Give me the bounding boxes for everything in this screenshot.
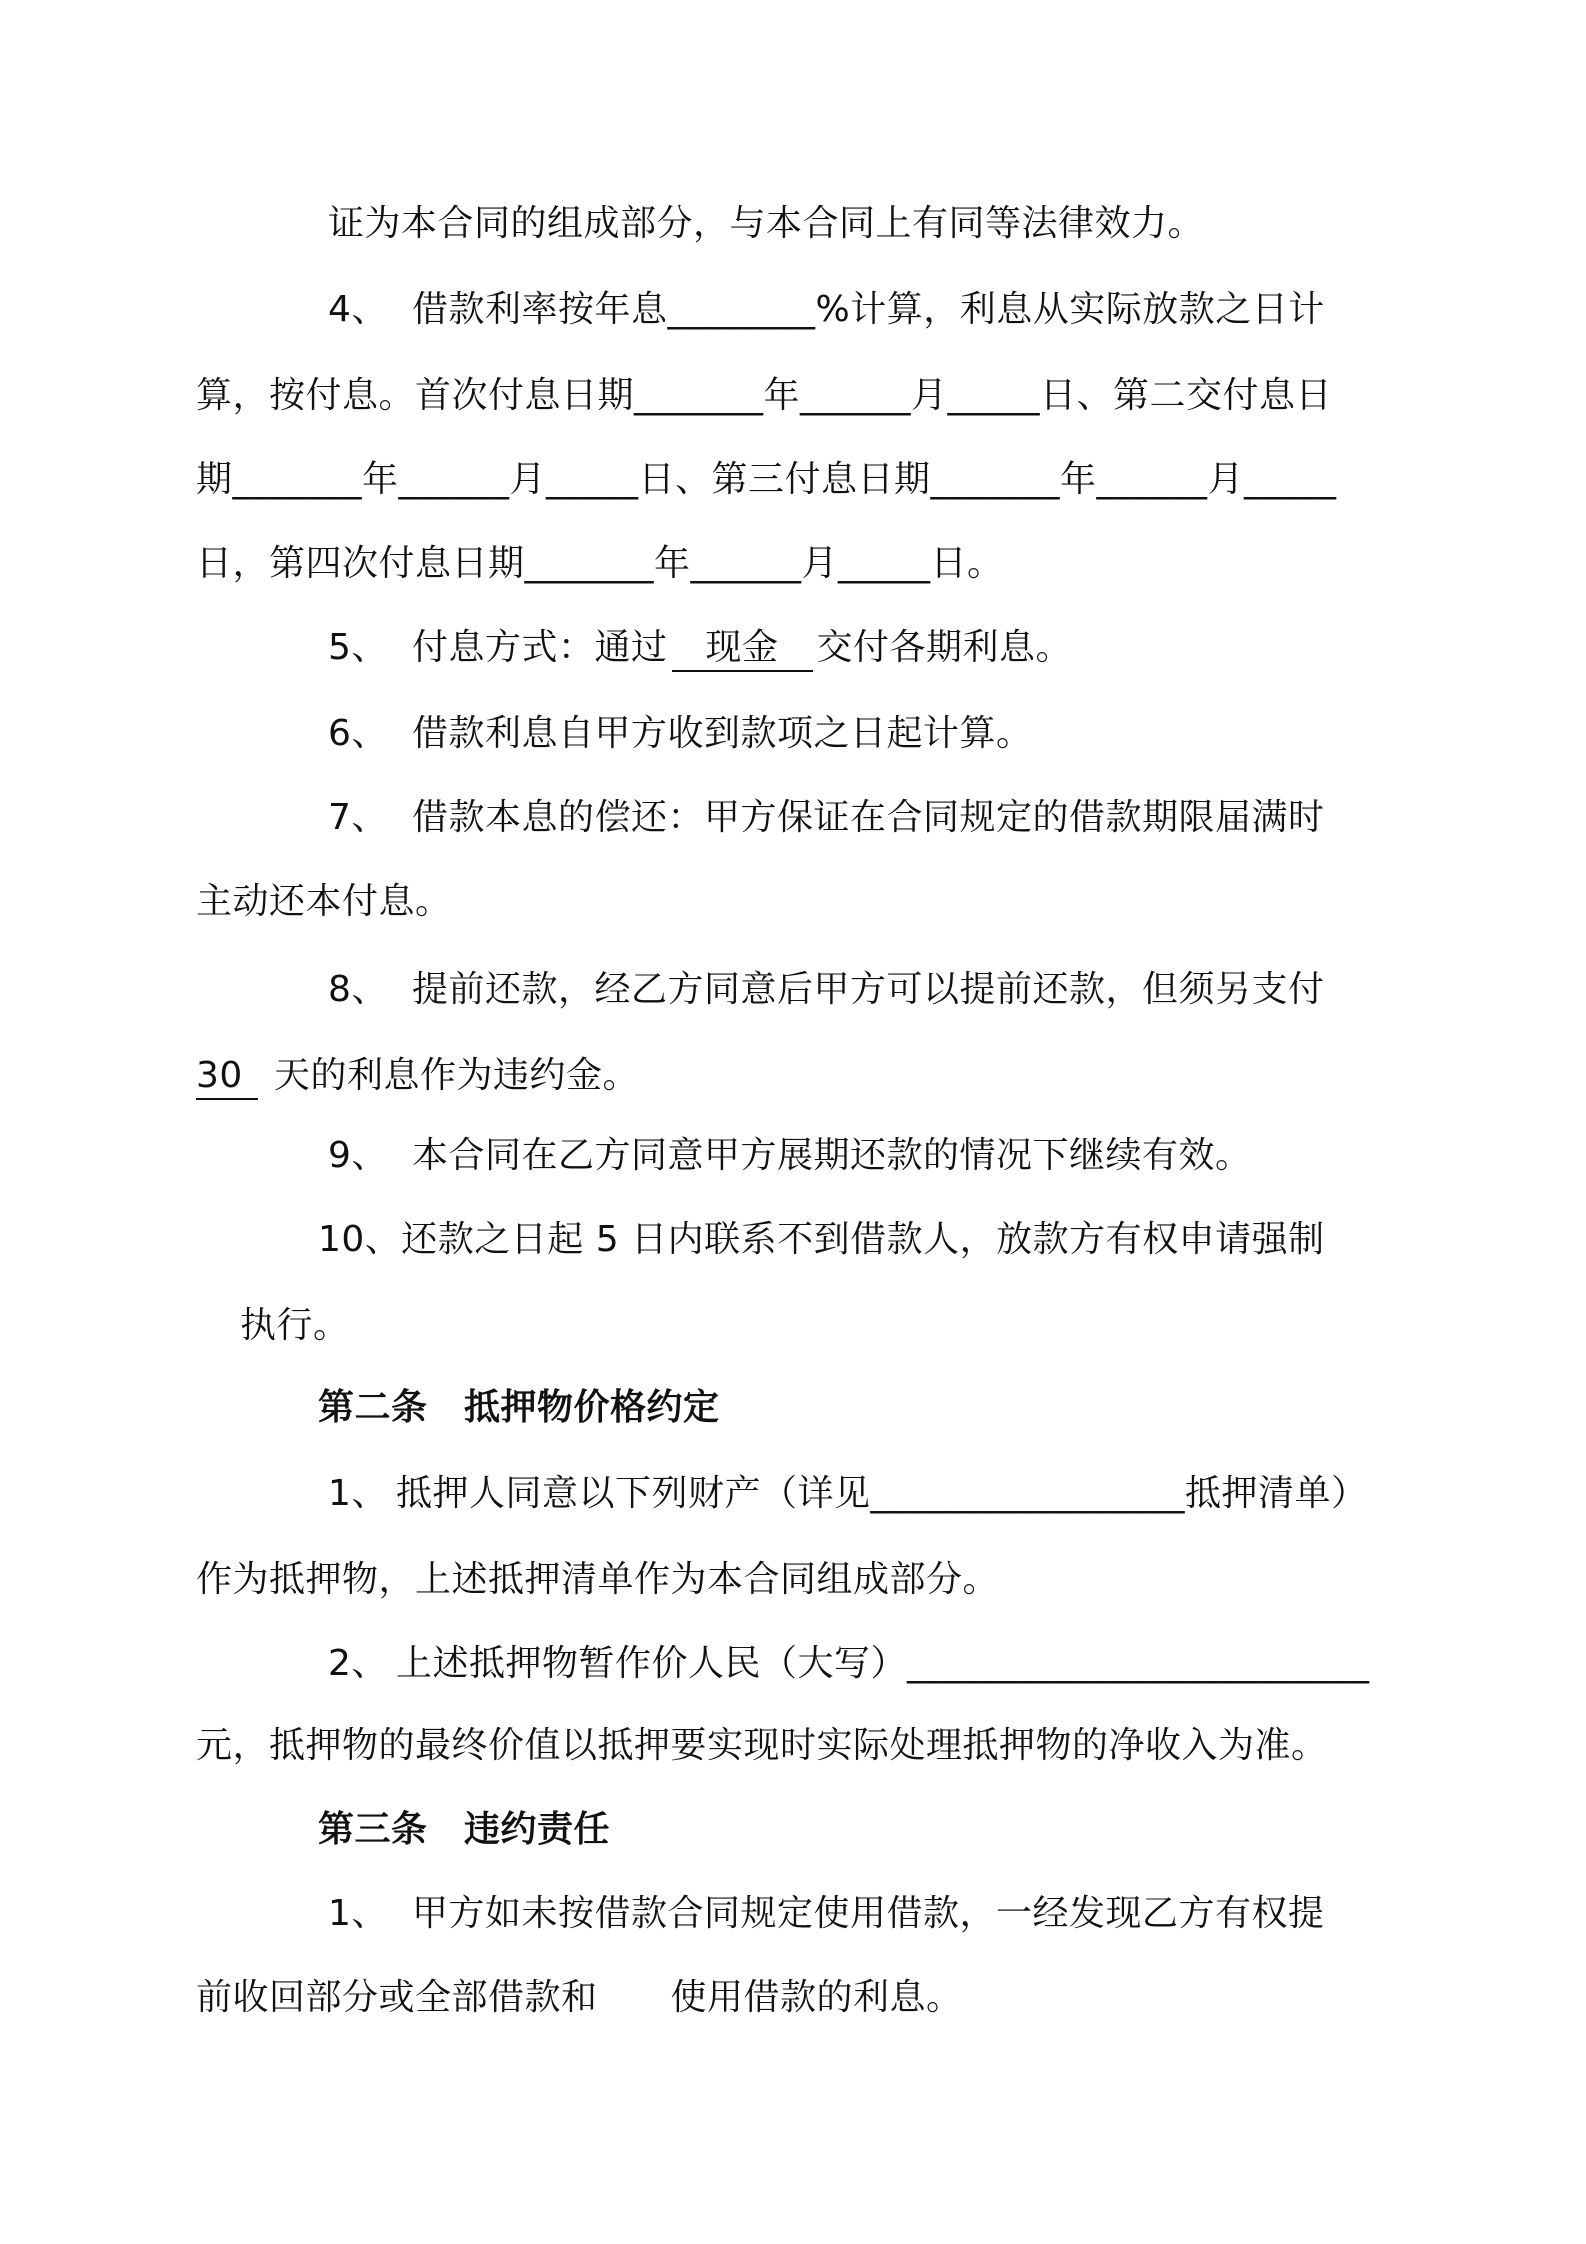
line-text: 甲方如未按借款合同规定使用借款，一经发现乙方有权提 <box>412 1893 1325 1934</box>
clause-4-line-1 <box>328 286 1325 334</box>
clause-4-line-3 <box>196 456 1337 504</box>
line-text: 主动还本付息。 <box>196 881 452 922</box>
clause-number: 9、 <box>328 1135 388 1176</box>
article-2-clause-1-line-1 <box>328 1470 1368 1518</box>
clause-number: 4、 <box>328 289 388 330</box>
line-text: 上述抵押物暂作价人民（大写）_________________________ <box>396 1643 1370 1684</box>
heading-text: 第三条 违约责任 <box>318 1809 611 1850</box>
line-text: 借款利息自甲方收到款项之日起计算。 <box>412 713 1033 754</box>
payment-method-field: 现金 <box>672 626 813 672</box>
line-text: 天的利息作为违约金。 <box>274 1055 640 1096</box>
clause-number: 7、 <box>328 797 388 838</box>
line-text: 元，抵押物的最终价值以抵押要实现时实际处理抵押物的净收入为准。 <box>196 1725 1328 1766</box>
article-3-heading <box>318 1806 610 1854</box>
clause-7-line-2 <box>196 878 452 926</box>
line-text: 借款本息的偿还：甲方保证在合同规定的借款期限届满时 <box>412 797 1325 838</box>
line-text: 抵押人同意以下列财产（详见_________________抵押清单） <box>396 1473 1368 1514</box>
line-text: 证为本合同的组成部分，与本合同上有同等法律效力。 <box>328 203 1205 244</box>
article-2-heading <box>318 1384 720 1432</box>
paragraph-line-1 <box>328 200 1204 248</box>
heading-text: 第二条 抵押物价格约定 <box>318 1387 720 1428</box>
clause-4-line-2 <box>196 372 1332 420</box>
article-3-clause-1-line-1 <box>328 1890 1325 1938</box>
clause-number: 2、 <box>328 1643 388 1684</box>
line-text: 算，按付息。首次付息日期_______年______月_____日、第二交付息日 <box>196 375 1333 416</box>
article-2-clause-2-line-2 <box>196 1722 1328 1770</box>
clause-number: 5、 <box>328 627 388 668</box>
line-text: 执行。 <box>240 1305 350 1346</box>
clause-number: 6、 <box>328 713 388 754</box>
clause-8-line-1 <box>328 966 1325 1014</box>
line-text: 借款利率按年息________%计算，利息从实际放款之日计 <box>412 289 1325 330</box>
line-text: 提前还款，经乙方同意后甲方可以提前还款，但须另支付 <box>412 969 1325 1010</box>
clause-number: 8、 <box>328 969 388 1010</box>
clause-5 <box>328 624 1072 672</box>
clause-10-line-1 <box>318 1216 1325 1264</box>
clause-number: 1、 <box>328 1893 388 1934</box>
clause-number: 1、 <box>328 1473 388 1514</box>
line-text: 前收回部分或全部借款和 使用借款的利息。 <box>196 1977 963 2018</box>
clause-9 <box>328 1132 1252 1180</box>
clause-8-line-2 <box>196 1052 639 1100</box>
line-text: 10、还款之日起 5 日内联系不到借款人，放款方有权申请强制 <box>318 1219 1325 1260</box>
article-3-clause-1-line-2 <box>196 1974 963 2022</box>
line-text: 交付各期利息。 <box>816 627 1073 668</box>
clause-10-line-2 <box>240 1302 350 1350</box>
line-text: 期_______年______月_____日、第三付息日期_______年______月_____ <box>196 459 1337 500</box>
clause-4-line-4 <box>196 540 1004 588</box>
penalty-days-field: 30 <box>196 1054 258 1100</box>
line-text: 本合同在乙方同意甲方展期还款的情况下继续有效。 <box>412 1135 1252 1176</box>
line-text: 作为抵押物，上述抵押清单作为本合同组成部分。 <box>196 1559 1000 1600</box>
line-text: 付息方式：通过 <box>412 627 668 668</box>
article-2-clause-2-line-1 <box>328 1640 1370 1688</box>
article-2-clause-1-line-2 <box>196 1556 999 1604</box>
line-text: 日，第四次付息日期_______年______月_____日。 <box>196 543 1004 584</box>
clause-7-line-1 <box>328 794 1325 842</box>
clause-6 <box>328 710 1033 758</box>
